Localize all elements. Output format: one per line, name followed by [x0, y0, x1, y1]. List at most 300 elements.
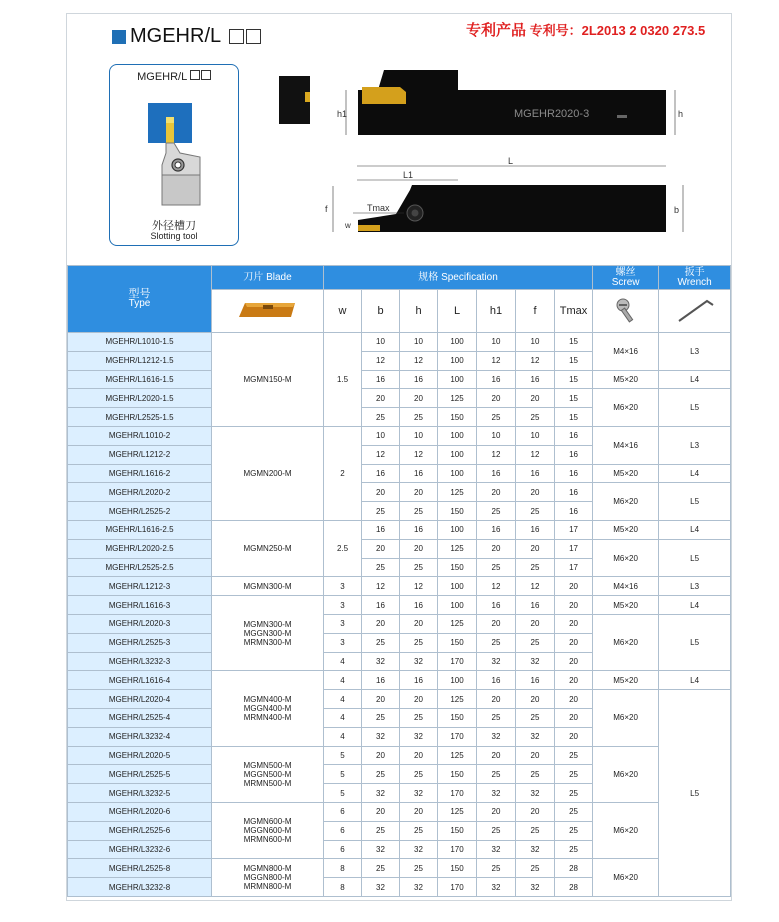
- spec-cell: 125: [438, 389, 477, 408]
- spec-cell: 32: [362, 784, 400, 803]
- spec-cell: 20: [477, 802, 516, 821]
- spec-cell: 12: [400, 445, 438, 464]
- blade-cell: MGMN800-M MGGN800-M MRMN800-M: [212, 859, 324, 897]
- wrench-cell: L5: [659, 483, 731, 521]
- spec-cell: 28: [555, 878, 593, 897]
- spec-cell: 12: [516, 351, 555, 370]
- w-cell: 6: [324, 802, 362, 821]
- spec-cell: 32: [477, 840, 516, 859]
- spec-cell: 20: [516, 389, 555, 408]
- spec-cell: 32: [362, 652, 400, 671]
- type-cell: MGEHR/L1212-3: [68, 577, 212, 596]
- screw-cell: M6×20: [593, 746, 659, 802]
- wrench-header: 扳手 Wrench: [659, 266, 731, 290]
- spec-cell: 100: [438, 351, 477, 370]
- type-cell: MGEHR/L2525-2.5: [68, 558, 212, 577]
- screw-cell: M6×20: [593, 389, 659, 427]
- spec-cell: 125: [438, 690, 477, 709]
- spec-cell: 20: [400, 614, 438, 633]
- spec-cell: 16: [400, 520, 438, 539]
- spec-cell: 32: [516, 840, 555, 859]
- blade-cell: MGMN300-M: [212, 577, 324, 596]
- spec-cell: 32: [516, 652, 555, 671]
- dim-Tmax: Tmax: [367, 203, 390, 213]
- spec-cell: 25: [555, 821, 593, 840]
- wrench-cell: L4: [659, 464, 731, 483]
- spec-cell: 170: [438, 784, 477, 803]
- spec-cell: 20: [477, 483, 516, 502]
- spec-cell: 12: [400, 577, 438, 596]
- type-cell: MGEHR/L3232-3: [68, 652, 212, 671]
- spec-cell: 12: [400, 351, 438, 370]
- spec-cell: 16: [555, 464, 593, 483]
- w-cell: 5: [324, 746, 362, 765]
- spec-cell: 10: [516, 426, 555, 445]
- w-cell: 3: [324, 577, 362, 596]
- spec-cell: 20: [516, 690, 555, 709]
- spec-cell: 32: [477, 727, 516, 746]
- patent-number: 专利号：2L2013 2 0320 273.5: [529, 23, 706, 38]
- spec-cell: 25: [362, 708, 400, 727]
- screw-cell: M6×20: [593, 859, 659, 897]
- spec-cell: 25: [362, 502, 400, 521]
- spec-cell: 20: [555, 614, 593, 633]
- blade-cell: MGMN300-M MGGN300-M MRMN300-M: [212, 596, 324, 671]
- spec-cell: 100: [438, 577, 477, 596]
- spec-cell: 12: [362, 577, 400, 596]
- screw-cell: M6×20: [593, 614, 659, 670]
- spec-cell: 16: [555, 426, 593, 445]
- spec-cell: 150: [438, 633, 477, 652]
- w-cell: 4: [324, 671, 362, 690]
- spec-cell: 20: [400, 802, 438, 821]
- type-cell: MGEHR/L1616-4: [68, 671, 212, 690]
- spec-cell: 16: [400, 671, 438, 690]
- spec-cell: 20: [555, 577, 593, 596]
- wrench-cell: L5: [659, 614, 731, 670]
- screw-cell: M6×20: [593, 483, 659, 521]
- spec-cell: 100: [438, 426, 477, 445]
- spec-cell: 125: [438, 483, 477, 502]
- spec-cell: 16: [516, 671, 555, 690]
- spec-cell: 25: [477, 558, 516, 577]
- spec-cell: 25: [555, 765, 593, 784]
- dim-f: f: [325, 204, 328, 214]
- type-cell: MGEHR/L2525-5: [68, 765, 212, 784]
- spec-cell: 150: [438, 821, 477, 840]
- w-cell: 8: [324, 859, 362, 878]
- spec-cell: 12: [477, 351, 516, 370]
- w-cell: 3: [324, 596, 362, 615]
- spec-cell: 150: [438, 558, 477, 577]
- spec-cell: 16: [516, 596, 555, 615]
- spec-cell: 10: [516, 333, 555, 352]
- wrench-cell: L4: [659, 596, 731, 615]
- thumbnail-name-en: Slotting tool: [150, 231, 198, 241]
- blade-header: 刀片 Blade: [212, 266, 324, 290]
- spec-cell: 12: [516, 445, 555, 464]
- type-cell: MGEHR/L3232-4: [68, 727, 212, 746]
- spec-cell: 32: [477, 784, 516, 803]
- spec-cell: 20: [555, 708, 593, 727]
- dim-L1: L1: [403, 170, 414, 180]
- table-row: [68, 539, 731, 558]
- type-cell: MGEHR/L1616-2: [68, 464, 212, 483]
- spec-cell: 20: [516, 746, 555, 765]
- w-cell: 4: [324, 708, 362, 727]
- spec-cell: 100: [438, 464, 477, 483]
- type-cell: MGEHR/L3232-5: [68, 784, 212, 803]
- type-cell: MGEHR/L1010-1.5: [68, 333, 212, 352]
- type-cell: MGEHR/L1616-1.5: [68, 370, 212, 389]
- wrench-cell: L5: [659, 690, 731, 897]
- spec-cell: 16: [555, 502, 593, 521]
- spec-cell: 32: [477, 878, 516, 897]
- spec-cell: 25: [400, 558, 438, 577]
- screw-header: 螺丝 Screw: [593, 266, 659, 290]
- type-cell: MGEHR/L1212-2: [68, 445, 212, 464]
- spec-cell: 100: [438, 596, 477, 615]
- dim-h1: h1: [337, 109, 348, 119]
- spec-cell: 25: [477, 708, 516, 727]
- spec-cell: 125: [438, 539, 477, 558]
- wrench-cell: L4: [659, 520, 731, 539]
- specification-table: [67, 265, 731, 897]
- w-cell: 1.5: [324, 333, 362, 427]
- screw-cell: M4×16: [593, 333, 659, 371]
- spec-cell: 150: [438, 408, 477, 427]
- spec-cell: 16: [362, 464, 400, 483]
- spec-cell: 20: [477, 389, 516, 408]
- col-header-f: f: [516, 290, 555, 333]
- spec-cell: 25: [516, 859, 555, 878]
- spec-cell: 170: [438, 727, 477, 746]
- type-cell: MGEHR/L1212-1.5: [68, 351, 212, 370]
- spec-cell: 25: [400, 821, 438, 840]
- dim-w: w: [345, 221, 351, 230]
- w-cell: 2: [324, 426, 362, 520]
- type-cell: MGEHR/L2020-5: [68, 746, 212, 765]
- spec-cell: 25: [477, 821, 516, 840]
- spec-cell: 20: [555, 727, 593, 746]
- spec-cell: 16: [362, 671, 400, 690]
- wrench-icon: [659, 290, 731, 333]
- spec-cell: 20: [555, 671, 593, 690]
- blade-cell: MGMN500-M MGGN500-M MRMN500-M: [212, 746, 324, 802]
- spec-cell: 170: [438, 652, 477, 671]
- spec-cell: 32: [400, 652, 438, 671]
- w-cell: 5: [324, 784, 362, 803]
- table-row: [68, 671, 731, 690]
- blade-cell: MGMN400-M MGGN400-M MRMN400-M: [212, 671, 324, 746]
- spec-cell: 20: [362, 746, 400, 765]
- type-cell: MGEHR/L2020-1.5: [68, 389, 212, 408]
- type-cell: MGEHR/L2525-4: [68, 708, 212, 727]
- spec-cell: 25: [362, 558, 400, 577]
- type-cell: MGEHR/L2525-3: [68, 633, 212, 652]
- type-cell: MGEHR/L2020-4: [68, 690, 212, 709]
- spec-cell: 16: [362, 596, 400, 615]
- spec-cell: 25: [400, 502, 438, 521]
- dim-h: h: [678, 109, 684, 119]
- spec-cell: 20: [400, 389, 438, 408]
- thumbnail-name-cn: 外径槽刀: [152, 220, 196, 232]
- w-cell: 2.5: [324, 520, 362, 576]
- type-cell: MGEHR/L1616-3: [68, 596, 212, 615]
- spec-cell: 12: [477, 445, 516, 464]
- spec-cell: 32: [400, 727, 438, 746]
- spec-cell: 32: [362, 878, 400, 897]
- spec-cell: 25: [400, 708, 438, 727]
- spec-cell: 100: [438, 333, 477, 352]
- spec-cell: 20: [362, 483, 400, 502]
- spec-cell: 20: [400, 483, 438, 502]
- spec-cell: 25: [362, 633, 400, 652]
- spec-cell: 150: [438, 708, 477, 727]
- spec-cell: 32: [516, 727, 555, 746]
- type-cell: MGEHR/L2020-6: [68, 802, 212, 821]
- w-cell: 5: [324, 765, 362, 784]
- spec-cell: 32: [477, 652, 516, 671]
- spec-cell: 25: [400, 859, 438, 878]
- spec-cell: 25: [362, 859, 400, 878]
- table-row: [68, 577, 731, 596]
- screw-cell: M4×16: [593, 426, 659, 464]
- screw-cell: M4×16: [593, 577, 659, 596]
- w-cell: 6: [324, 840, 362, 859]
- spec-cell: 20: [555, 596, 593, 615]
- spec-cell: 25: [555, 840, 593, 859]
- type-cell: MGEHR/L1616-2.5: [68, 520, 212, 539]
- spec-cell: 10: [477, 333, 516, 352]
- spec-cell: 17: [555, 539, 593, 558]
- screw-cell: M5×20: [593, 370, 659, 389]
- w-cell: 4: [324, 727, 362, 746]
- spec-cell: 15: [555, 389, 593, 408]
- spec-cell: 150: [438, 859, 477, 878]
- spec-cell: 15: [555, 370, 593, 389]
- spec-cell: 25: [477, 408, 516, 427]
- type-cell: MGEHR/L3232-8: [68, 878, 212, 897]
- spec-cell: 20: [555, 633, 593, 652]
- spec-cell: 17: [555, 520, 593, 539]
- spec-cell: 20: [362, 690, 400, 709]
- spec-cell: 32: [400, 840, 438, 859]
- blade-image: [212, 290, 324, 333]
- spec-cell: 25: [400, 765, 438, 784]
- spec-cell: 25: [400, 633, 438, 652]
- type-cell: MGEHR/L2020-3: [68, 614, 212, 633]
- tool-technical-drawing: [0, 0, 779, 265]
- col-header-l: L: [438, 290, 477, 333]
- spec-cell: 10: [362, 333, 400, 352]
- spec-cell: 32: [400, 784, 438, 803]
- table-row: [68, 859, 731, 878]
- spec-cell: 15: [555, 333, 593, 352]
- spec-cell: 100: [438, 445, 477, 464]
- title-text: MGEHR/L: [130, 25, 222, 47]
- table-row: [68, 596, 731, 615]
- spec-cell: 20: [516, 614, 555, 633]
- type-cell: MGEHR/L2525-8: [68, 859, 212, 878]
- table-row: [68, 333, 731, 352]
- spec-cell: 20: [477, 614, 516, 633]
- spec-cell: 20: [555, 652, 593, 671]
- spec-cell: 16: [477, 370, 516, 389]
- spec-cell: 32: [362, 840, 400, 859]
- spec-cell: 25: [362, 408, 400, 427]
- spec-cell: 12: [362, 445, 400, 464]
- table-row: [68, 464, 731, 483]
- col-header-b: b: [362, 290, 400, 333]
- spec-cell: 25: [516, 765, 555, 784]
- spec-cell: 100: [438, 671, 477, 690]
- type-cell: MGEHR/L2020-2: [68, 483, 212, 502]
- tool-side-view: [358, 185, 666, 232]
- col-header-h1: h1: [477, 290, 516, 333]
- spec-cell: 16: [400, 464, 438, 483]
- table-row: [68, 614, 731, 633]
- spec-cell: 25: [516, 821, 555, 840]
- spec-cell: 25: [362, 821, 400, 840]
- spec-cell: 20: [555, 690, 593, 709]
- w-cell: 4: [324, 690, 362, 709]
- dim-b: b: [674, 205, 680, 215]
- spec-header: 规格 Specification: [324, 266, 593, 290]
- spec-cell: 16: [555, 445, 593, 464]
- screw-cell: M6×20: [593, 539, 659, 577]
- thumbnail-title: MGEHR/L: [110, 70, 238, 83]
- spec-cell: 32: [516, 784, 555, 803]
- spec-cell: 25: [400, 408, 438, 427]
- spec-cell: 20: [516, 802, 555, 821]
- spec-cell: 25: [516, 633, 555, 652]
- spec-cell: 25: [516, 708, 555, 727]
- spec-cell: 15: [555, 408, 593, 427]
- type-cell: MGEHR/L2525-6: [68, 821, 212, 840]
- screw-cell: M5×20: [593, 520, 659, 539]
- screw-cell: M5×20: [593, 671, 659, 690]
- tool-marking: MGEHR2020-3: [514, 108, 590, 120]
- spec-cell: 10: [362, 426, 400, 445]
- spec-cell: 16: [516, 370, 555, 389]
- spec-cell: 16: [477, 596, 516, 615]
- spec-cell: 32: [516, 878, 555, 897]
- spec-cell: 16: [477, 671, 516, 690]
- type-cell: MGEHR/L2525-1.5: [68, 408, 212, 427]
- spec-cell: 25: [362, 765, 400, 784]
- table-row: [68, 520, 731, 539]
- spec-cell: 20: [400, 690, 438, 709]
- wrench-cell: L4: [659, 370, 731, 389]
- blade-cell: MGMN600-M MGGN600-M MRMN600-M: [212, 802, 324, 858]
- spec-cell: 20: [362, 614, 400, 633]
- screw-icon: [593, 290, 659, 333]
- spec-cell: 20: [362, 802, 400, 821]
- spec-cell: 10: [477, 426, 516, 445]
- spec-cell: 20: [516, 483, 555, 502]
- spec-cell: 25: [477, 633, 516, 652]
- spec-cell: 25: [555, 746, 593, 765]
- spec-cell: 17: [555, 558, 593, 577]
- blade-cell: MGMN250-M: [212, 520, 324, 576]
- w-cell: 3: [324, 633, 362, 652]
- table-row: [68, 483, 731, 502]
- spec-cell: 20: [362, 539, 400, 558]
- spec-cell: 20: [400, 539, 438, 558]
- col-header-w: w: [324, 290, 362, 333]
- spec-cell: 10: [400, 426, 438, 445]
- spec-cell: 150: [438, 765, 477, 784]
- spec-cell: 16: [516, 520, 555, 539]
- screw-cell: M6×20: [593, 802, 659, 858]
- patent-label: 专利产品: [466, 22, 527, 39]
- type-cell: MGEHR/L1010-2: [68, 426, 212, 445]
- w-cell: 6: [324, 821, 362, 840]
- spec-cell: 20: [516, 539, 555, 558]
- dim-L: L: [508, 156, 514, 166]
- spec-cell: 12: [477, 577, 516, 596]
- type-cell: MGEHR/L2525-2: [68, 502, 212, 521]
- spec-cell: 125: [438, 614, 477, 633]
- table-row: [68, 389, 731, 408]
- spec-cell: 20: [477, 690, 516, 709]
- spec-cell: 10: [400, 333, 438, 352]
- type-cell: MGEHR/L2020-2.5: [68, 539, 212, 558]
- spec-cell: 32: [400, 878, 438, 897]
- spec-cell: 25: [477, 859, 516, 878]
- type-header: 型号 Type: [68, 266, 212, 333]
- wrench-cell: L3: [659, 426, 731, 464]
- blade-cell: MGMN150-M: [212, 333, 324, 427]
- spec-cell: 25: [555, 784, 593, 803]
- table-row: [68, 426, 731, 445]
- spec-cell: 16: [477, 464, 516, 483]
- spec-cell: 16: [400, 370, 438, 389]
- spec-cell: 16: [362, 370, 400, 389]
- spec-cell: 25: [555, 802, 593, 821]
- blade-cell: MGMN200-M: [212, 426, 324, 520]
- spec-cell: 20: [477, 539, 516, 558]
- spec-cell: 100: [438, 520, 477, 539]
- spec-cell: 16: [516, 464, 555, 483]
- spec-cell: 25: [516, 408, 555, 427]
- wrench-cell: L4: [659, 671, 731, 690]
- table-row: [68, 370, 731, 389]
- screw-cell: M5×20: [593, 464, 659, 483]
- type-cell: MGEHR/L3232-6: [68, 840, 212, 859]
- spec-cell: 25: [516, 558, 555, 577]
- wrench-cell: L3: [659, 577, 731, 596]
- spec-cell: 15: [555, 351, 593, 370]
- spec-cell: 20: [362, 389, 400, 408]
- spec-cell: 100: [438, 370, 477, 389]
- spec-cell: 25: [477, 765, 516, 784]
- spec-cell: 170: [438, 840, 477, 859]
- screw-cell: M6×20: [593, 690, 659, 746]
- w-cell: 3: [324, 614, 362, 633]
- wrench-cell: L5: [659, 539, 731, 577]
- col-header-h: h: [400, 290, 438, 333]
- spec-cell: 25: [516, 502, 555, 521]
- screw-cell: M5×20: [593, 596, 659, 615]
- spec-cell: 28: [555, 859, 593, 878]
- table-row: [68, 690, 731, 709]
- w-cell: 8: [324, 878, 362, 897]
- spec-cell: 150: [438, 502, 477, 521]
- spec-cell: 20: [400, 746, 438, 765]
- spec-cell: 32: [362, 727, 400, 746]
